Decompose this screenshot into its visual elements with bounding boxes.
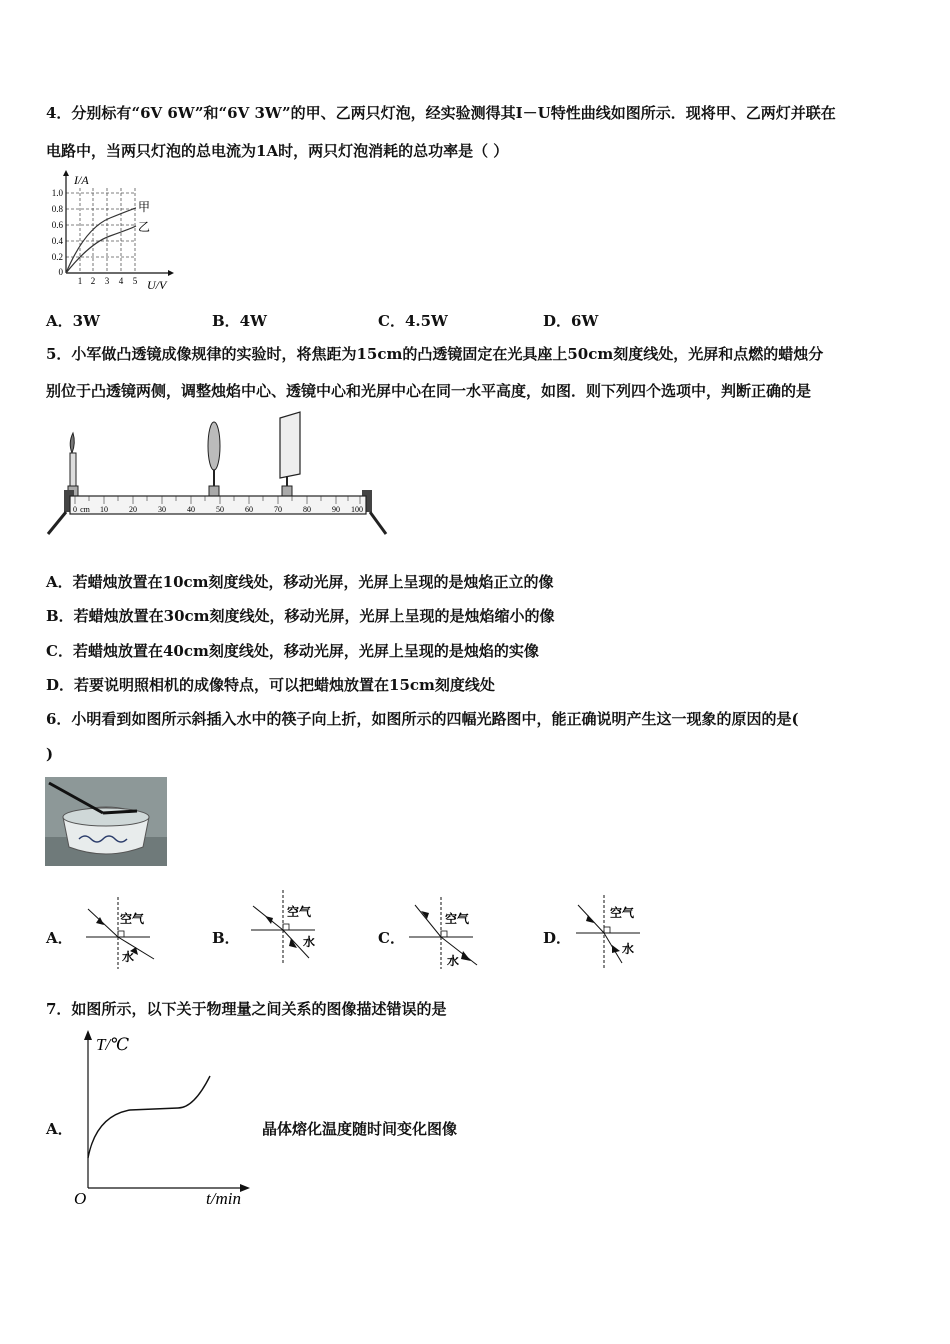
svg-text:0.4: 0.4 [51, 236, 63, 246]
q6-option-b-letter: B． [212, 929, 240, 947]
y-tick-labels [52, 188, 64, 277]
q6-diagram-a [82, 895, 164, 971]
q5-option-a: A．若蜡烛放置在10cm刻度线处，移动光屏，光屏上呈现的是烛焰正立的像 [46, 573, 554, 591]
svg-text:2: 2 [90, 276, 96, 286]
svg-text:空气: 空气 [610, 906, 635, 920]
svg-text:空气: 空气 [287, 905, 312, 919]
y-axis-label: T/℃ [96, 1035, 130, 1054]
q5-option-c: C．若蜡烛放置在40cm刻度线处，移动光屏，光屏上呈现的是烛焰的实像 [46, 642, 539, 660]
q5-line1: 5．小军做凸透镜成像规律的实验时，将焦距为15cm的凸透镜固定在光具座上50cm刻度线处，光屏和点燃的蜡烛分 [46, 345, 824, 363]
q6-diagram-b [247, 888, 329, 966]
q6-line2: ) [46, 745, 54, 763]
svg-text:空气: 空气 [120, 912, 145, 926]
svg-text:100: 100 [351, 505, 363, 514]
svg-text:0: 0 [73, 505, 77, 514]
q4-option-b: B．4W [212, 312, 267, 330]
convex-lens [208, 422, 220, 488]
svg-text:80: 80 [303, 505, 311, 514]
y-axis-arrow [63, 170, 69, 176]
svg-text:50: 50 [216, 505, 224, 514]
x-tick-labels [78, 276, 138, 286]
q4-option-d: D．6W [543, 312, 599, 330]
curve-yi [66, 226, 136, 273]
q4-line1: 4．分别标有“6V 6W”和“6V 3W”的甲、乙两只灯泡，经实验测得其I－U特性曲线如图所示．现将甲、乙两灯并联在 [46, 104, 836, 122]
q4-option-a: A．3W [46, 312, 100, 330]
y-axis-label: I/A [74, 173, 89, 187]
svg-text:cm: cm [80, 505, 90, 514]
svg-text:90: 90 [332, 505, 340, 514]
melting-graph [60, 1028, 270, 1213]
q6-option-d-letter: D． [543, 929, 572, 947]
svg-text:4: 4 [118, 276, 124, 286]
svg-text:水: 水 [622, 942, 635, 956]
q5-option-d: D．若要说明照相机的成像特点，可以把蜡烛放置在15cm刻度线处 [46, 676, 495, 694]
svg-text:1: 1 [77, 276, 83, 286]
svg-text:1.0: 1.0 [51, 188, 63, 198]
q4-line2: 电路中，当两只灯泡的总电流为1A时，两只灯泡消耗的总功率是（ ） [46, 142, 509, 160]
svg-text:水: 水 [303, 935, 316, 949]
svg-text:水: 水 [122, 950, 135, 964]
q4-option-c: C．4.5W [378, 312, 448, 330]
svg-text:60: 60 [245, 505, 253, 514]
q7-line1: 7．如图所示，以下关于物理量之间关系的图像描述错误的是 [46, 1000, 447, 1018]
q5-line2: 别位于凸透镜两侧，调整烛焰中心、透镜中心和光屏中心在同一水平高度，如图．则下列四个选项中，判断正确的是 [46, 382, 812, 400]
y-axis-arrow [84, 1030, 92, 1040]
svg-text:水: 水 [447, 954, 460, 968]
svg-text:3: 3 [104, 276, 110, 286]
q6-diagram-d [572, 893, 654, 971]
svg-text:40: 40 [187, 505, 195, 514]
q6-line1: 6．小明看到如图所示斜插入水中的筷子向上折，如图所示的四幅光路图中，能正确说明产生这一现象的原因的是( [46, 710, 799, 728]
svg-text:5: 5 [132, 276, 138, 286]
q6-option-a-letter: A． [46, 929, 73, 947]
svg-text:20: 20 [129, 505, 137, 514]
svg-text:10: 10 [100, 505, 108, 514]
svg-text:空气: 空气 [445, 912, 470, 926]
svg-text:30: 30 [158, 505, 166, 514]
svg-text:0: 0 [58, 267, 63, 277]
x-axis-label: U/V [147, 278, 167, 292]
x-axis-arrow [240, 1184, 250, 1192]
chopsticks-photo [45, 777, 167, 866]
svg-text:0.6: 0.6 [51, 220, 63, 230]
optical-bench [44, 408, 389, 543]
x-axis-label: t/min [206, 1189, 241, 1208]
curve-label-yi: 乙 [138, 220, 151, 234]
q6-option-c-letter: C． [378, 929, 405, 947]
svg-text:0.8: 0.8 [51, 204, 63, 214]
q6-diagram-c [405, 895, 487, 971]
x-axis-arrow [168, 270, 174, 276]
q7-option-a-caption: 晶体熔化温度随时间变化图像 [262, 1120, 458, 1138]
svg-text:70: 70 [274, 505, 282, 514]
iu-graph [40, 168, 190, 293]
q5-option-b: B．若蜡烛放置在30cm刻度线处，移动光屏，光屏上呈现的是烛焰缩小的像 [46, 607, 555, 625]
light-screen [280, 412, 300, 488]
curve-label-jia: 甲 [138, 200, 151, 214]
melting-curve [88, 1076, 210, 1158]
q7-option-a-letter: A． [46, 1120, 73, 1138]
origin-label: O [74, 1189, 87, 1208]
svg-text:0.2: 0.2 [51, 252, 63, 262]
